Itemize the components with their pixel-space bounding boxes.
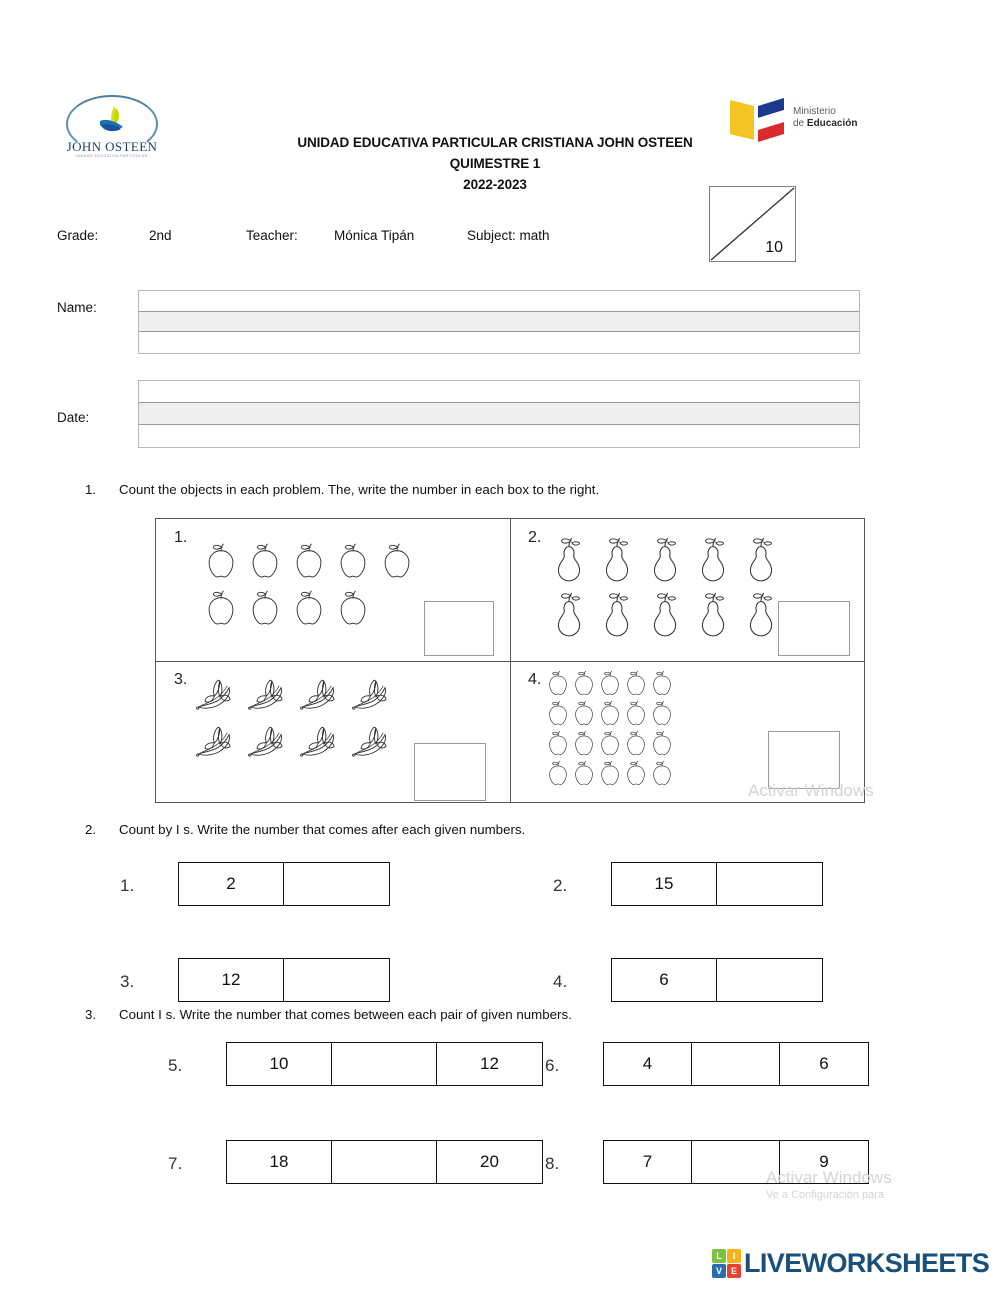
grade-value: 2nd [149, 228, 172, 243]
problem-4-answer-input[interactable] [768, 731, 840, 789]
pear-icon [550, 535, 588, 583]
sequence-item-2-cell-0: 15 [612, 863, 717, 905]
apple-icon [572, 729, 596, 756]
date-input[interactable] [138, 380, 860, 448]
apple-object [572, 699, 596, 731]
apple-object [546, 699, 570, 731]
sequence-item-2-cell-1[interactable] [717, 863, 822, 905]
pear-object [646, 590, 684, 643]
school-title-line1: UNIDAD EDUCATIVA PARTICULAR CRISTIANA JOHN OSTEEN [297, 135, 693, 150]
pear-object [694, 535, 732, 588]
sequence-item-6-cell-2: 6 [780, 1043, 868, 1085]
problem-1-answer-input[interactable] [424, 601, 494, 656]
sequence-item-5-cell-1[interactable] [332, 1043, 437, 1085]
meta-row [57, 228, 550, 243]
problem-4-label: 4. [528, 670, 542, 688]
apple-icon [598, 729, 622, 756]
apple-icon [546, 759, 570, 786]
apple-object [336, 541, 370, 584]
pear-object [646, 535, 684, 588]
sequence-item-4-cell-1[interactable] [717, 959, 822, 1001]
apple-icon [572, 759, 596, 786]
pear-icon [742, 535, 780, 583]
problem-2-label: 2. [528, 529, 542, 546]
block-e: E [727, 1264, 741, 1278]
apple-object [204, 588, 238, 631]
name-label: Name: [57, 300, 97, 315]
apple-object [204, 541, 238, 584]
apple-icon [248, 541, 282, 579]
apple-object [598, 669, 622, 701]
apple-icon [546, 699, 570, 726]
sequence-item-3-boxes [178, 958, 390, 1002]
apple-object [624, 669, 648, 701]
block-v: V [712, 1264, 726, 1278]
sequence-item-1-label: 1. [120, 876, 135, 895]
sequence-item-5-cell-2: 12 [437, 1043, 542, 1085]
score-box[interactable] [709, 186, 796, 262]
sequence-item-2-boxes [611, 862, 823, 906]
school-logo [58, 93, 166, 165]
sequence-item-5-label: 5. [168, 1056, 183, 1075]
apple-object [336, 588, 370, 631]
apple-icon [546, 729, 570, 756]
ministry-line1: Ministerio [793, 106, 836, 117]
counting-problem-2 [510, 519, 864, 661]
school-title-line3: 2022-2023 [463, 177, 527, 192]
apple-object [650, 669, 674, 701]
liveworksheets-blocks-icon [712, 1249, 741, 1278]
pear-object [742, 535, 780, 588]
apple-object [248, 588, 282, 631]
apple-object [572, 729, 596, 761]
banana-icon [246, 675, 294, 715]
sequence-item-2-label: 2. [553, 876, 568, 895]
sequence-item-3-cell-1[interactable] [284, 959, 389, 1001]
problem-2-answer-input[interactable] [778, 601, 850, 656]
apple-icon [598, 669, 622, 696]
date-guide-row-bottom [139, 425, 859, 447]
apple-object [292, 541, 326, 584]
date-guide-row-mid [139, 403, 859, 425]
sequence-item-5-cell-0: 10 [227, 1043, 332, 1085]
block-l: L [712, 1249, 726, 1263]
score-value: 10 [765, 239, 783, 256]
problem-1-label: 1. [174, 529, 188, 546]
subject-label: Subject: math [467, 228, 550, 243]
name-guide-row-top [139, 291, 859, 312]
banana-object [194, 722, 242, 767]
apple-icon [204, 541, 238, 579]
apple-icon [650, 699, 674, 726]
banana-icon [350, 675, 398, 715]
sequence-item-7-boxes [226, 1140, 543, 1184]
sequence-item-8-cell-1[interactable] [692, 1141, 780, 1183]
logo-flame-icon [94, 105, 130, 137]
pear-icon [742, 590, 780, 638]
exercise-1-text: Count the objects in each problem. The, write the number in each box to the right. [119, 482, 600, 497]
sequence-item-4-cell-0: 6 [612, 959, 717, 1001]
logo-tagline: UNIDAD EDUCATIVA PARTICULAR [76, 154, 148, 158]
object-row [194, 675, 464, 720]
apple-object [598, 729, 622, 761]
apple-object [546, 669, 570, 701]
banana-object [194, 675, 242, 720]
apple-icon [650, 759, 674, 786]
sequence-item-4-label: 4. [553, 972, 568, 991]
watermark-line1: Activar Windows [748, 781, 874, 800]
counting-problem-1 [156, 519, 510, 661]
sequence-item-6-cell-0: 4 [604, 1043, 692, 1085]
sequence-item-1-cell-0: 2 [179, 863, 284, 905]
sequence-item-6-cell-1[interactable] [692, 1043, 780, 1085]
sequence-item-3-label: 3. [120, 972, 135, 991]
banana-object [298, 675, 346, 720]
exercise-3-number: 3. [85, 1007, 97, 1022]
exercise-2-number: 2. [85, 822, 97, 837]
apple-icon [624, 699, 648, 726]
object-row [546, 669, 816, 701]
sequence-item-8-cell-0: 7 [604, 1141, 692, 1183]
apple-object [624, 729, 648, 761]
banana-icon [350, 722, 398, 762]
apple-object [572, 669, 596, 701]
pear-icon [550, 590, 588, 638]
watermark-2-line2: Ve a Configuración para [766, 1189, 885, 1201]
pear-object [598, 590, 636, 643]
apple-object [624, 699, 648, 731]
exercise-1-number: 1. [85, 482, 97, 497]
sequence-item-8-cell-2: 9 [780, 1141, 868, 1183]
school-title-line2: QUIMESTRE 1 [449, 156, 541, 171]
ministry-text [793, 106, 857, 130]
pear-object [550, 590, 588, 643]
name-input[interactable] [138, 290, 860, 354]
grade-label: Grade: [57, 228, 99, 243]
apple-object [572, 759, 596, 791]
object-row [204, 541, 474, 584]
apple-icon [292, 541, 326, 579]
apple-object [598, 759, 622, 791]
sequence-item-7-cell-1[interactable] [332, 1141, 437, 1183]
name-guide-row-bottom [139, 332, 859, 353]
counting-problem-3 [156, 661, 510, 803]
object-row [546, 699, 816, 731]
apple-icon [598, 699, 622, 726]
page-header [0, 88, 1000, 193]
sequence-item-7-cell-2: 20 [437, 1141, 542, 1183]
apple-icon [336, 588, 370, 626]
sequence-item-3-cell-0: 12 [179, 959, 284, 1001]
banana-object [246, 675, 294, 720]
apple-object [650, 729, 674, 761]
apple-icon [572, 699, 596, 726]
pear-object [550, 535, 588, 588]
sequence-item-8-boxes [603, 1140, 869, 1184]
liveworksheets-logo[interactable] [712, 1247, 989, 1279]
banana-object [246, 722, 294, 767]
banana-icon [194, 722, 242, 762]
date-label: Date: [57, 410, 90, 425]
sequence-item-8-label: 8. [545, 1154, 560, 1173]
apple-icon [624, 729, 648, 756]
apple-object [650, 759, 674, 791]
apple-icon [650, 729, 674, 756]
pear-icon [598, 590, 636, 638]
apple-icon [624, 759, 648, 786]
pear-icon [646, 590, 684, 638]
sequence-item-7-label: 7. [168, 1154, 183, 1173]
teacher-label: Teacher: [246, 228, 298, 243]
sequence-item-1-cell-1[interactable] [284, 863, 389, 905]
ministry-logo [727, 96, 867, 144]
apple-object [292, 588, 326, 631]
counting-grid [155, 518, 865, 803]
apple-icon [598, 759, 622, 786]
apple-icon [248, 588, 282, 626]
sequence-item-1-boxes [178, 862, 390, 906]
pear-icon [694, 590, 732, 638]
apple-object [248, 541, 282, 584]
counting-problem-4 [510, 661, 864, 803]
apple-object [546, 729, 570, 761]
liveworksheets-wordmark: LIVEWORKSHEETS [744, 1247, 990, 1278]
apple-icon [546, 669, 570, 696]
banana-icon [194, 675, 242, 715]
pear-object [742, 590, 780, 643]
teacher-value: Mónica Tipán [334, 228, 415, 243]
date-guide-row-top [139, 381, 859, 403]
school-title-block [215, 132, 775, 195]
pear-icon [694, 535, 732, 583]
pear-icon [646, 535, 684, 583]
open-book-icon [727, 96, 787, 142]
name-guide-row-mid [139, 312, 859, 333]
watermark-2-line1: Activar Windows [766, 1168, 892, 1187]
banana-object [298, 722, 346, 767]
logo-wordmark: JOHN OSTEEN [66, 139, 158, 154]
banana-object [350, 675, 398, 720]
apple-object [650, 699, 674, 731]
sequence-item-4-boxes [611, 958, 823, 1002]
sequence-item-6-boxes [603, 1042, 869, 1086]
sequence-item-5-boxes [226, 1042, 543, 1086]
exercise-2-text: Count by I s. Write the number that comes after each given numbers. [119, 822, 526, 837]
apple-object [380, 541, 414, 584]
apple-icon [572, 669, 596, 696]
pear-object [598, 535, 636, 588]
ministry-line2: de Educación [793, 118, 858, 129]
apple-icon [624, 669, 648, 696]
banana-icon [298, 675, 346, 715]
problem-3-label: 3. [174, 670, 188, 688]
object-row [550, 535, 820, 588]
apple-object [546, 759, 570, 791]
apple-icon [336, 541, 370, 579]
exercise-3-text: Count I s. Write the number that comes between each pair of given numbers. [119, 1007, 572, 1022]
banana-object [350, 722, 398, 767]
apple-icon [292, 588, 326, 626]
apple-object [598, 699, 622, 731]
pear-object [694, 590, 732, 643]
apple-icon [204, 588, 238, 626]
apple-icon [380, 541, 414, 579]
apple-object [624, 759, 648, 791]
sequence-item-6-label: 6. [545, 1056, 560, 1075]
banana-icon [246, 722, 294, 762]
block-i: I [727, 1249, 741, 1263]
banana-icon [298, 722, 346, 762]
pear-icon [598, 535, 636, 583]
sequence-item-7-cell-0: 18 [227, 1141, 332, 1183]
apple-icon [650, 669, 674, 696]
problem-3-answer-input[interactable] [414, 743, 486, 801]
